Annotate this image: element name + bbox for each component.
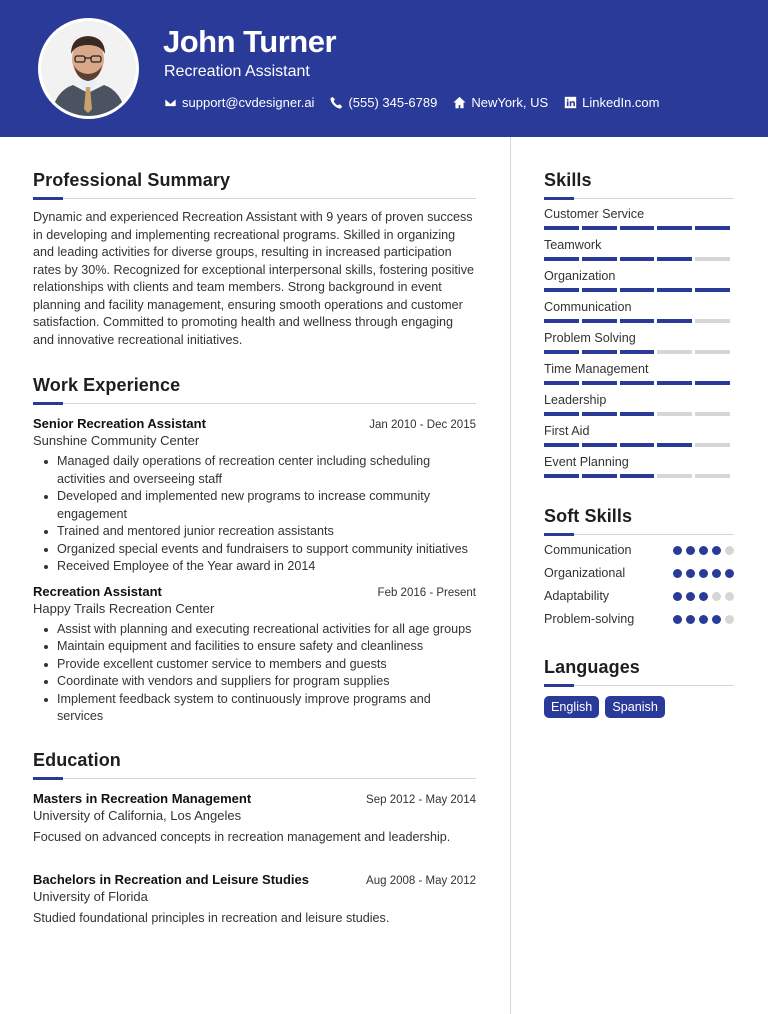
rating-dot	[725, 569, 734, 578]
column-divider	[510, 137, 511, 1014]
skill-level-segment	[695, 474, 730, 478]
skill-level-segment	[582, 350, 617, 354]
section-underline	[544, 197, 734, 199]
skill-level-segment	[620, 319, 655, 323]
job-entry	[33, 416, 476, 576]
skill-level-segment	[695, 350, 730, 354]
skill-level-segment	[695, 257, 730, 261]
rating-dot	[673, 615, 682, 624]
skill-level-segment	[582, 226, 617, 230]
contact-email[interactable]	[164, 95, 314, 110]
skill-level-bar	[544, 226, 734, 230]
list-item: Received Employee of the Year award in 2014	[33, 558, 476, 576]
job-organization: Happy Trails Recreation Center	[33, 600, 215, 616]
sidebar-column	[544, 170, 734, 718]
skill-level-bar	[544, 257, 734, 261]
soft-skill-rating	[673, 615, 734, 624]
rating-dot	[686, 592, 695, 601]
rating-dot	[699, 569, 708, 578]
rating-dot	[699, 592, 708, 601]
list-item: Developed and implemented new programs to increase community engagement	[33, 488, 476, 523]
contact-location-text: NewYork, US	[471, 95, 549, 110]
job-bullets	[33, 621, 476, 726]
skill-level-segment	[657, 474, 692, 478]
skill-level-bar	[544, 350, 734, 354]
soft-skill-rating	[673, 569, 734, 578]
skill-level-segment	[620, 350, 655, 354]
list-item: Assist with planning and executing recreational activities for all age groups	[33, 621, 476, 639]
education-entry	[33, 872, 476, 927]
skill-item	[544, 362, 734, 385]
skill-item	[544, 455, 734, 478]
skill-name: Communication	[544, 300, 632, 314]
skill-level-bar	[544, 319, 734, 323]
skill-level-segment	[582, 319, 617, 323]
language-badge: Spanish	[605, 696, 665, 718]
skill-level-segment	[544, 350, 579, 354]
job-entry	[33, 584, 476, 726]
skill-level-bar	[544, 474, 734, 478]
skill-level-segment	[657, 350, 692, 354]
candidate-name: John Turner	[163, 24, 337, 59]
school-name: University of California, Los Angeles	[33, 807, 242, 823]
skill-level-segment	[695, 412, 730, 416]
skill-level-segment	[544, 474, 579, 478]
summary-text: Dynamic and experienced Recreation Assistant with 9 years of proven success in developing and implementing recreational programs. Skilled in organizing and leading activities for diverse groups, resulting in increased participation rates by 30%. Recognized for exceptional interpersonal skills, fostering positive relationships with clients and team members. Strong background in event planning and facility management, ensuring smooth operations and customer satisfaction. Committed to promoting health and wellness through engaging and innovative recreational initiatives.	[33, 210, 475, 347]
soft-skill-name: Communication	[544, 543, 632, 557]
job-date: Jan 2010 - Dec 2015	[369, 419, 476, 431]
skill-level-segment	[544, 288, 579, 292]
skill-level-segment	[657, 381, 692, 385]
skill-level-bar	[544, 443, 734, 447]
education-date: Sep 2012 - May 2014	[366, 793, 476, 806]
contact-linkedin[interactable]	[564, 95, 659, 110]
education-date: Aug 2008 - May 2012	[366, 874, 476, 887]
rating-dot	[712, 592, 721, 601]
job-role: Recreation Assistant	[33, 583, 162, 599]
section-underline	[544, 684, 734, 686]
degree-name: Masters in Recreation Management	[33, 790, 252, 806]
skill-name: Leadership	[544, 393, 607, 407]
skill-level-segment	[544, 257, 579, 261]
contact-list	[164, 95, 660, 110]
skill-level-segment	[695, 319, 730, 323]
education-description: Studied foundational principles in recreation and leisure studies.	[33, 910, 390, 925]
education-entry	[33, 791, 476, 846]
skill-level-segment	[620, 412, 655, 416]
skill-item	[544, 207, 734, 230]
job-bullets	[33, 453, 476, 576]
skill-level-segment	[544, 381, 579, 385]
job-role: Senior Recreation Assistant	[33, 416, 206, 431]
skill-level-segment	[657, 288, 692, 292]
linkedin-icon	[564, 96, 577, 109]
skill-level-segment	[620, 226, 655, 230]
skill-level-segment	[582, 288, 617, 292]
soft-skill-item	[544, 611, 734, 627]
rating-dot	[699, 615, 708, 624]
skill-level-segment	[544, 319, 579, 323]
rating-dot	[725, 615, 734, 624]
skill-level-segment	[582, 474, 617, 478]
skill-item	[544, 269, 734, 292]
skill-level-segment	[620, 288, 655, 292]
list-item: Coordinate with vendors and suppliers for program supplies	[33, 673, 476, 691]
section-title: Languages	[544, 657, 640, 677]
rating-dot	[686, 569, 695, 578]
resume-header	[0, 0, 768, 137]
job-organization: Sunshine Community Center	[33, 433, 200, 448]
section-underline	[33, 197, 476, 199]
section-title: Education	[33, 749, 121, 770]
home-icon	[453, 96, 466, 109]
list-item: Provide excellent customer service to members and guests	[33, 656, 476, 674]
skill-level-segment	[582, 412, 617, 416]
rating-dot	[686, 615, 695, 624]
rating-dot	[673, 592, 682, 601]
rating-dot	[699, 546, 708, 555]
language-badge: English	[544, 696, 599, 718]
skill-name: First Aid	[544, 424, 590, 438]
section-title: Professional Summary	[33, 170, 231, 190]
contact-location	[453, 95, 548, 110]
skill-name: Customer Service	[544, 207, 645, 221]
soft-skill-item	[544, 565, 734, 581]
skill-level-segment	[544, 443, 579, 447]
skill-item	[544, 331, 734, 354]
envelope-icon	[164, 96, 177, 109]
skill-level-segment	[657, 319, 692, 323]
soft-skill-rating	[673, 546, 734, 555]
list-item: Managed daily operations of recreation center including scheduling activities and overseeing staff	[33, 453, 476, 488]
skill-level-segment	[695, 226, 730, 230]
rating-dot	[686, 546, 695, 555]
skill-level-segment	[657, 443, 692, 447]
skill-item	[544, 300, 734, 323]
skill-name: Problem Solving	[544, 331, 636, 345]
soft-skill-name: Problem-solving	[544, 612, 635, 626]
skill-level-segment	[582, 381, 617, 385]
soft-skill-item	[544, 542, 734, 558]
skill-level-segment	[695, 288, 730, 292]
person-photo-icon	[41, 21, 136, 116]
skill-item	[544, 424, 734, 447]
skill-level-bar	[544, 288, 734, 292]
rating-dot	[673, 569, 682, 578]
skills-section	[544, 170, 734, 478]
skill-level-segment	[695, 381, 730, 385]
contact-linkedin-text: LinkedIn.com	[582, 95, 660, 110]
languages-list	[544, 696, 734, 718]
languages-section	[544, 657, 734, 718]
skill-name: Time Management	[544, 362, 649, 376]
section-underline	[544, 533, 734, 535]
soft-skill-name: Adaptability	[544, 589, 610, 603]
candidate-title: Recreation Assistant	[164, 63, 310, 80]
soft-skills-list	[544, 542, 734, 627]
soft-skill-rating	[673, 592, 734, 601]
contact-phone-text: (555) 345-6789	[348, 95, 438, 110]
contact-phone[interactable]	[330, 95, 437, 110]
skill-name: Teamwork	[544, 238, 602, 252]
section-title: Soft Skills	[544, 506, 633, 526]
skill-level-segment	[657, 257, 692, 261]
list-item: Implement feedback system to continuously improve programs and services	[33, 691, 476, 726]
soft-skills-section	[544, 506, 734, 627]
skill-level-segment	[582, 443, 617, 447]
skill-level-bar	[544, 381, 734, 385]
section-title: Work Experience	[33, 375, 181, 395]
contact-email-text: support@cvdesigner.ai	[182, 95, 315, 110]
skill-level-segment	[695, 443, 730, 447]
main-column	[33, 170, 476, 927]
skill-level-segment	[620, 443, 655, 447]
list-item: Maintain equipment and facilities to ensure safety and cleanliness	[33, 638, 476, 656]
skill-level-segment	[582, 257, 617, 261]
section-title: Skills	[544, 170, 592, 190]
school-name: University of Florida	[33, 888, 148, 904]
education-description: Focused on advanced concepts in recreation management and leadership.	[33, 829, 451, 844]
skill-level-segment	[544, 412, 579, 416]
soft-skill-name: Organizational	[544, 566, 626, 580]
degree-name: Bachelors in Recreation and Leisure Studies	[33, 871, 309, 887]
list-item: Trained and mentored junior recreation assistants	[33, 523, 476, 541]
experience-section	[33, 375, 476, 726]
job-date: Feb 2016 - Present	[377, 586, 476, 599]
skill-level-segment	[620, 381, 655, 385]
skill-level-segment	[544, 226, 579, 230]
section-underline	[33, 777, 476, 779]
skill-level-segment	[657, 412, 692, 416]
rating-dot	[712, 546, 721, 555]
skill-level-segment	[620, 474, 655, 478]
rating-dot	[725, 546, 734, 555]
education-section	[33, 750, 476, 927]
phone-icon	[330, 96, 343, 109]
rating-dot	[712, 615, 721, 624]
skill-item	[544, 238, 734, 261]
profile-photo	[38, 18, 139, 119]
skill-level-segment	[620, 257, 655, 261]
rating-dot	[712, 569, 721, 578]
skill-name: Organization	[544, 269, 616, 283]
list-item: Organized special events and fundraisers to support community initiatives	[33, 541, 476, 559]
skill-level-bar	[544, 412, 734, 416]
soft-skill-item	[544, 588, 734, 604]
skill-item	[544, 393, 734, 416]
skill-name: Event Planning	[544, 455, 629, 469]
rating-dot	[725, 592, 734, 601]
rating-dot	[673, 546, 682, 555]
summary-section	[33, 170, 476, 349]
skills-list	[544, 207, 734, 478]
skill-level-segment	[657, 226, 692, 230]
section-underline	[33, 402, 476, 404]
